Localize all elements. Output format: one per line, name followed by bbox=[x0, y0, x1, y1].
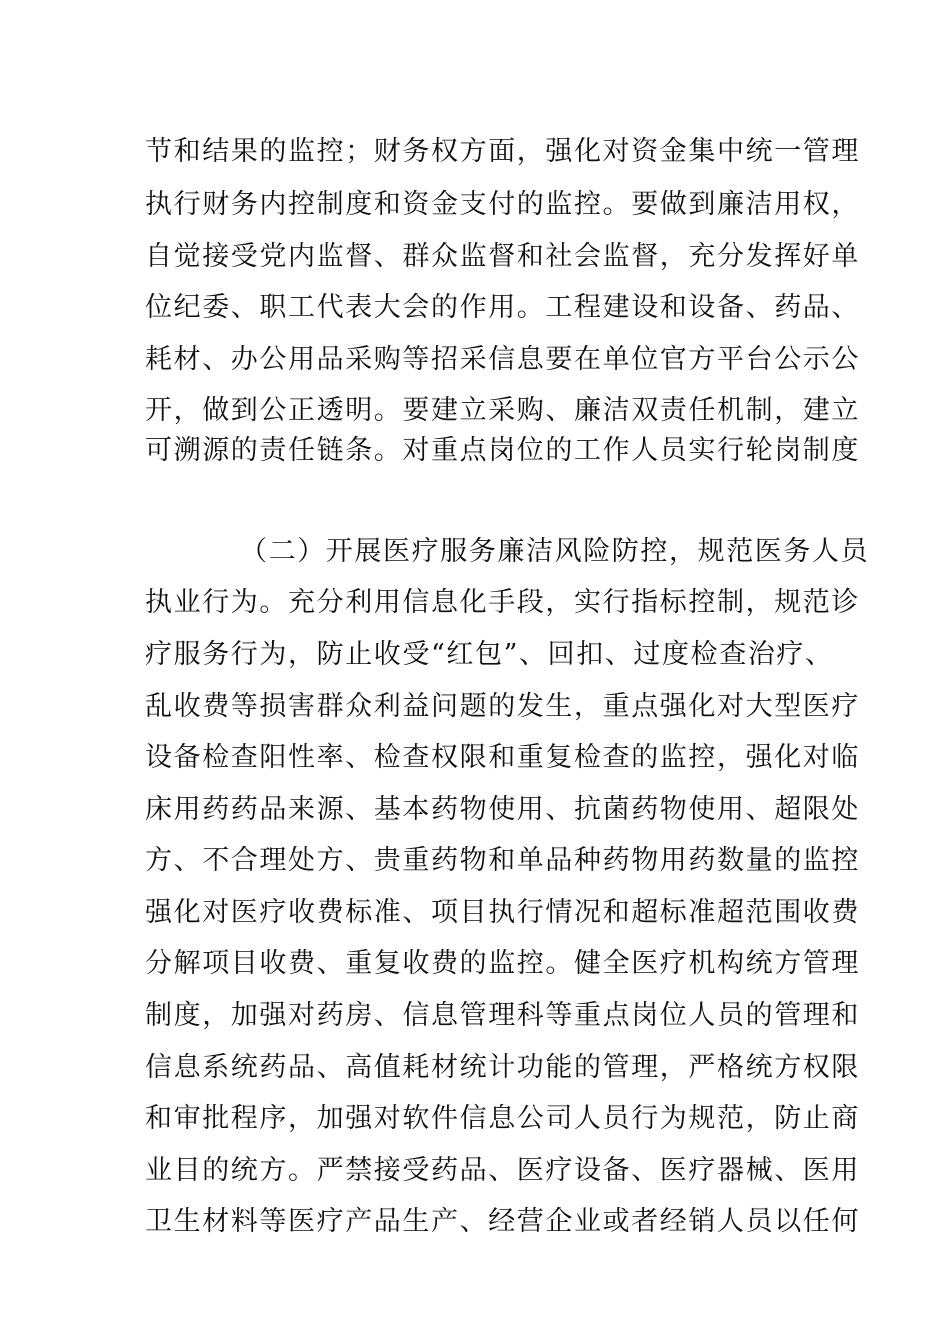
paragraph-2-line-6: 床用药药品来源、基本药物使用、抗菌药物使用、超限处 bbox=[145, 794, 860, 825]
paragraph-2-line-1: （二）开展医疗服务廉洁风险防控，规范医务人员 bbox=[240, 536, 870, 567]
paragraph-1-line-2: 执行财务内控制度和资金支付的监控。要做到廉洁用权， bbox=[145, 189, 860, 220]
paragraph-2-line-7: 方、不合理处方、贵重药物和单品种药物用药数量的监控 bbox=[145, 845, 860, 876]
paragraph-2-line-11: 信息系统药品、高值耗材统计功能的管理，严格统方权限 bbox=[145, 1052, 860, 1083]
paragraph-2-line-5: 设备检查阳性率、检查权限和重复检查的监控，强化对临 bbox=[145, 742, 860, 773]
paragraph-2-line-4: 乱收费等损害群众利益问题的发生，重点强化对大型医疗 bbox=[145, 691, 860, 722]
paragraph-2-line-9: 分解项目收费、重复收费的监控。健全医疗机构统方管理 bbox=[145, 948, 860, 979]
paragraph-1-line-7: 可溯源的责任链条。对重点岗位的工作人员实行轮岗制度 bbox=[145, 435, 860, 466]
paragraph-1-line-5: 耗材、办公用品采购等招采信息要在单位官方平台公示公 bbox=[145, 344, 860, 375]
paragraph-2-line-8: 强化对医疗收费标准、项目执行情况和超标准超范围收费 bbox=[145, 897, 860, 928]
paragraph-1-line-1: 节和结果的监控；财务权方面，强化对资金集中统一管理 bbox=[145, 136, 860, 167]
paragraph-2-line-13: 业目的统方。严禁接受药品、医疗设备、医疗器械、医用 bbox=[145, 1155, 860, 1186]
paragraph-2-line-12: 和审批程序，加强对软件信息公司人员行为规范，防止商 bbox=[145, 1103, 860, 1134]
paragraph-1-line-6: 开，做到公正透明。要建立采购、廉洁双责任机制，建立 bbox=[145, 395, 860, 426]
paragraph-2-line-3: 疗服务行为，防止收受“红包”、回扣、过度检查治疗、 bbox=[145, 639, 834, 670]
paragraph-2-line-10: 制度，加强对药房、信息管理科等重点岗位人员的管理和 bbox=[145, 1000, 860, 1031]
paragraph-1-line-4: 位纪委、职工代表大会的作用。工程建设和设备、药品、 bbox=[145, 292, 860, 323]
paragraph-2-line-14: 卫生材料等医疗产品生产、经营企业或者经销人员以任何 bbox=[145, 1206, 860, 1237]
paragraph-2-line-2: 执业行为。充分利用信息化手段，实行指标控制，规范诊 bbox=[145, 587, 860, 618]
paragraph-1-line-3: 自觉接受党内监督、群众监督和社会监督，充分发挥好单 bbox=[145, 241, 860, 272]
